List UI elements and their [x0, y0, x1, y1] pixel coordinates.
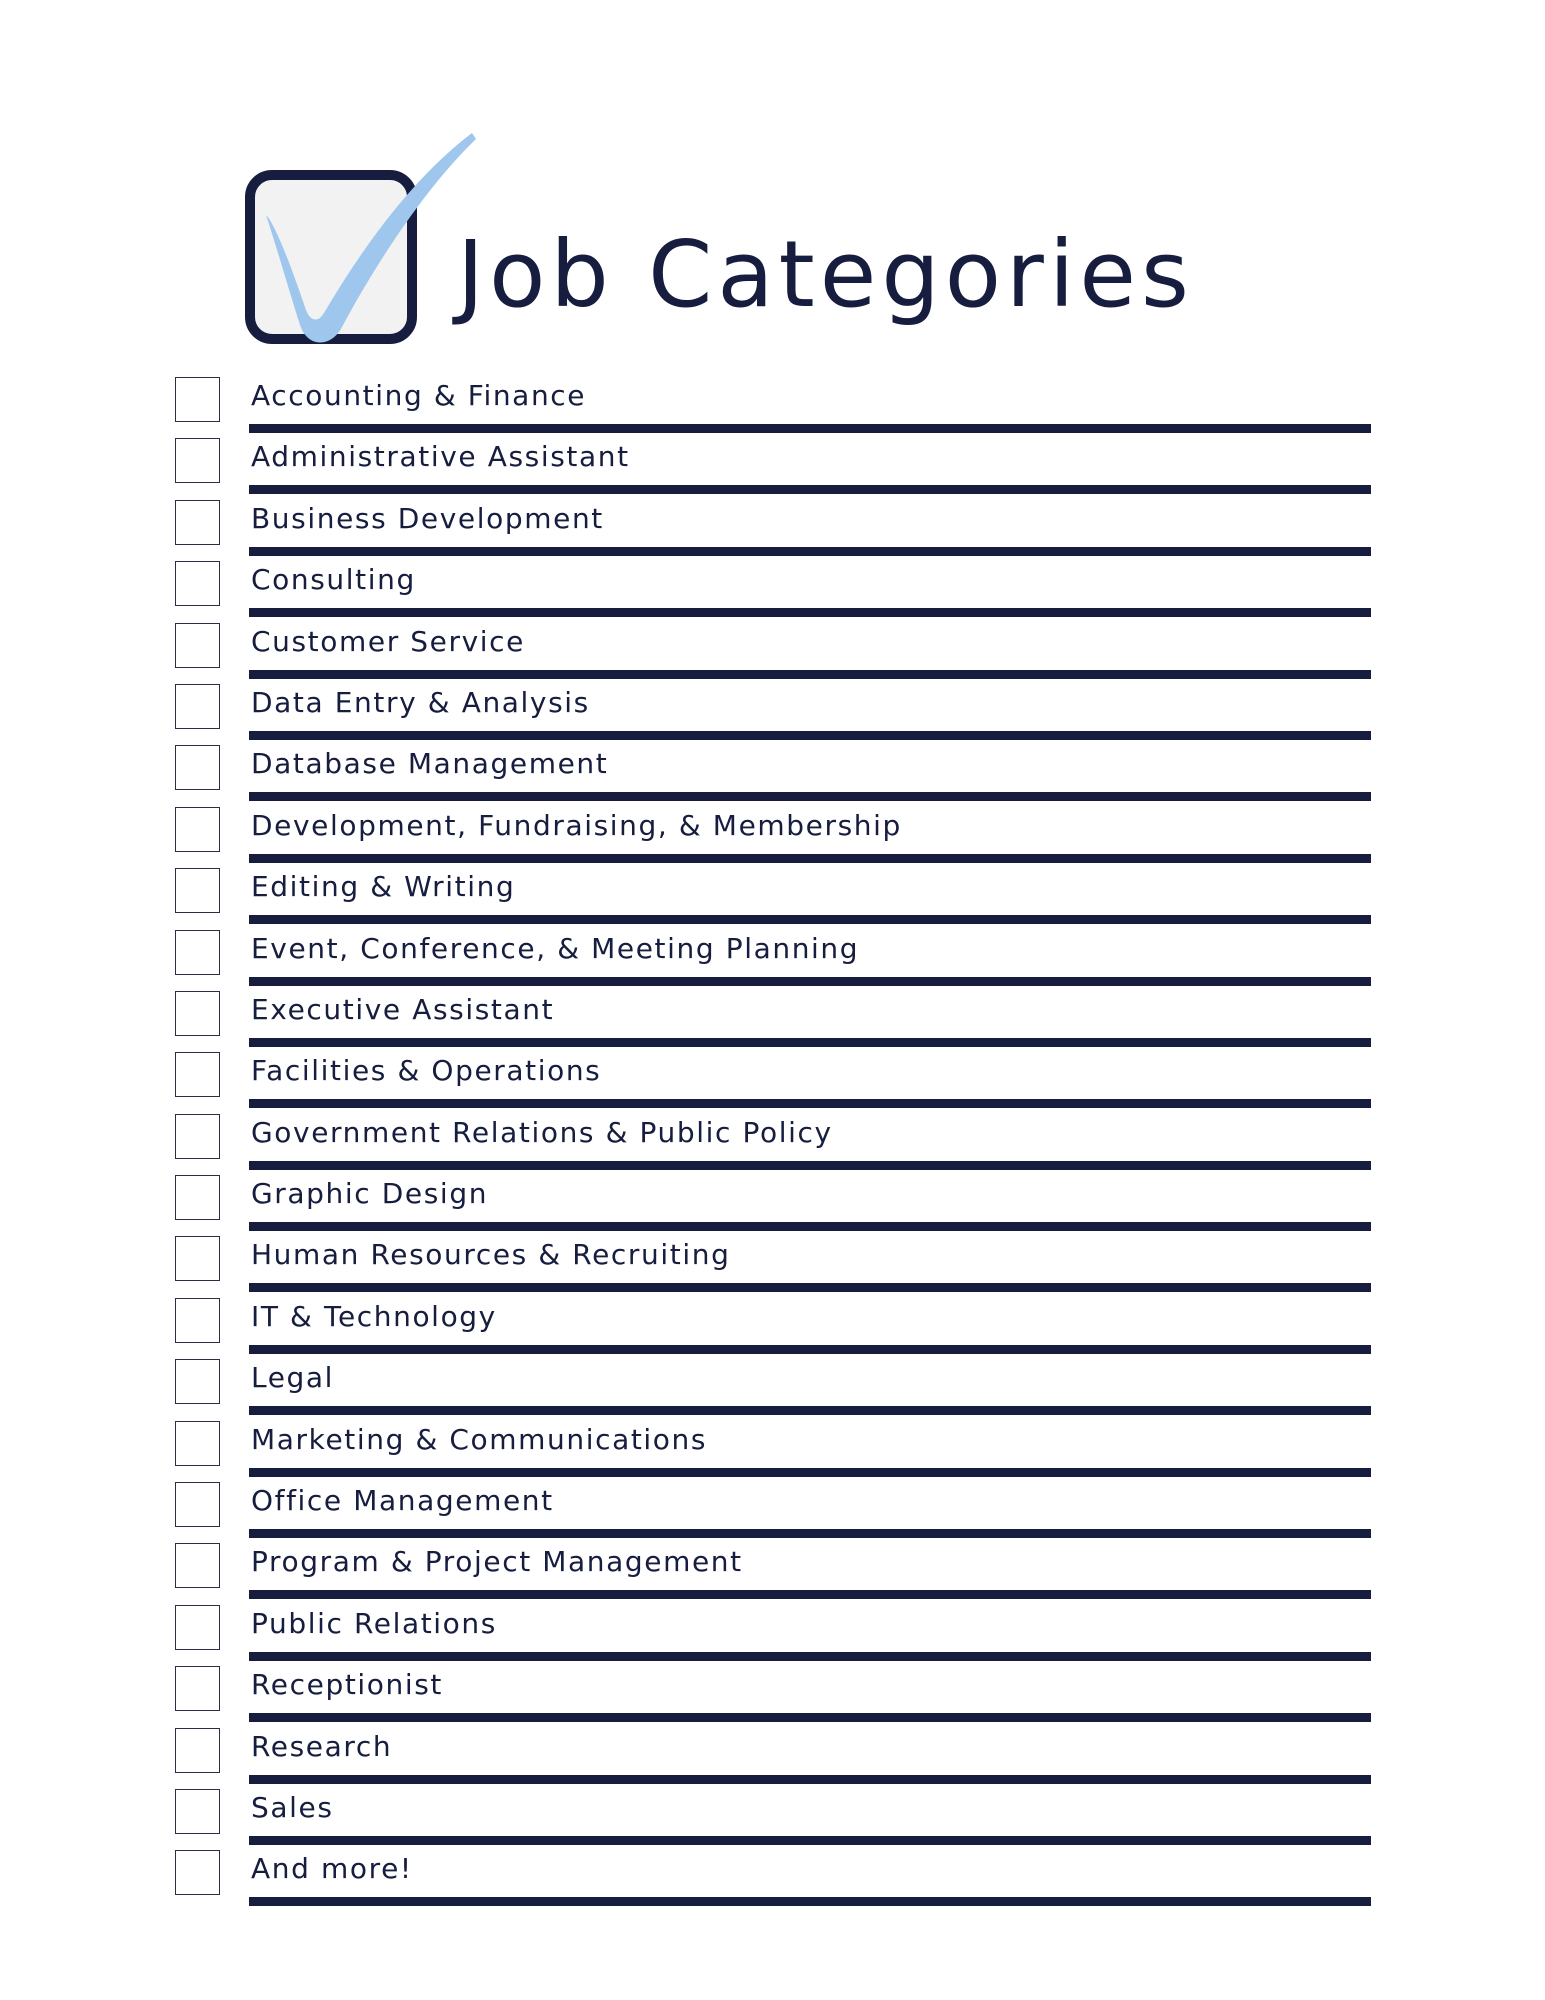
- category-checkbox[interactable]: [175, 930, 220, 975]
- list-item: [170, 680, 1380, 741]
- category-checkbox[interactable]: [175, 1298, 220, 1343]
- category-label: Office Management: [251, 1484, 554, 1518]
- page-title: Job Categories: [457, 221, 1194, 328]
- category-label: Sales: [251, 1790, 334, 1824]
- writing-line: [249, 731, 1371, 740]
- category-label: Government Relations & Public Policy: [251, 1115, 833, 1149]
- category-label: Data Entry & Analysis: [251, 685, 590, 719]
- category-label: Editing & Writing: [251, 870, 516, 904]
- category-label: Consulting: [251, 563, 416, 597]
- writing-line: [249, 792, 1371, 801]
- list-item: [170, 1478, 1380, 1539]
- writing-line: [249, 608, 1371, 617]
- category-label: Event, Conference, & Meeting Planning: [251, 931, 860, 965]
- list-item: [170, 803, 1380, 864]
- category-checkbox[interactable]: [175, 1543, 220, 1588]
- job-category-list: [170, 373, 1380, 1908]
- list-item: [170, 1724, 1380, 1785]
- writing-line: [249, 424, 1371, 433]
- category-label: Database Management: [251, 747, 609, 781]
- category-checkbox[interactable]: [175, 1850, 220, 1895]
- category-checkbox[interactable]: [175, 1728, 220, 1773]
- category-checkbox[interactable]: [175, 1605, 220, 1650]
- category-label: Customer Service: [251, 624, 525, 658]
- list-item: [170, 987, 1380, 1048]
- list-item: [170, 1539, 1380, 1600]
- writing-line: [249, 1713, 1371, 1722]
- category-label: Program & Project Management: [251, 1545, 743, 1579]
- writing-line: [249, 1836, 1371, 1845]
- category-checkbox[interactable]: [175, 1359, 220, 1404]
- category-checkbox[interactable]: [175, 1789, 220, 1834]
- category-checkbox[interactable]: [175, 868, 220, 913]
- list-item: [170, 926, 1380, 987]
- writing-line: [249, 915, 1371, 924]
- list-item: [170, 434, 1380, 495]
- list-item: [170, 1294, 1380, 1355]
- list-item: [170, 1110, 1380, 1171]
- writing-line: [249, 1406, 1371, 1415]
- category-checkbox[interactable]: [175, 745, 220, 790]
- category-checkbox[interactable]: [175, 1666, 220, 1711]
- writing-line: [249, 1590, 1371, 1599]
- writing-line: [249, 1897, 1371, 1906]
- list-item: [170, 1232, 1380, 1293]
- category-label: Legal: [251, 1361, 335, 1395]
- writing-line: [249, 1529, 1371, 1538]
- category-label: And more!: [251, 1852, 413, 1886]
- category-label: Human Resources & Recruiting: [251, 1238, 731, 1272]
- writing-line: [249, 1161, 1371, 1170]
- category-label: Public Relations: [251, 1606, 497, 1640]
- writing-line: [249, 1345, 1371, 1354]
- list-item: [170, 1048, 1380, 1109]
- category-checkbox[interactable]: [175, 1482, 220, 1527]
- writing-line: [249, 977, 1371, 986]
- writing-line: [249, 1652, 1371, 1661]
- category-checkbox[interactable]: [175, 561, 220, 606]
- checkbox-checkmark-icon: [244, 127, 480, 349]
- list-item: [170, 619, 1380, 680]
- list-item: [170, 741, 1380, 802]
- list-item: [170, 496, 1380, 557]
- list-item: [170, 1417, 1380, 1478]
- category-checkbox[interactable]: [175, 500, 220, 545]
- writing-line: [249, 485, 1371, 494]
- category-checkbox[interactable]: [175, 684, 220, 729]
- list-item: [170, 1355, 1380, 1416]
- category-label: Business Development: [251, 501, 604, 535]
- writing-line: [249, 1038, 1371, 1047]
- category-checkbox[interactable]: [175, 1236, 220, 1281]
- category-checkbox[interactable]: [175, 623, 220, 668]
- category-label: Research: [251, 1729, 393, 1763]
- writing-line: [249, 670, 1371, 679]
- category-label: Administrative Assistant: [251, 440, 630, 474]
- category-label: Accounting & Finance: [251, 379, 587, 412]
- category-checkbox[interactable]: [175, 1175, 220, 1220]
- category-label: Marketing & Communications: [251, 1422, 708, 1456]
- writing-line: [249, 1222, 1371, 1231]
- list-item: [170, 1171, 1380, 1232]
- list-item: [170, 1846, 1380, 1907]
- writing-line: [249, 1775, 1371, 1784]
- category-checkbox[interactable]: [175, 438, 220, 483]
- category-checkbox[interactable]: [175, 1114, 220, 1159]
- category-label: IT & Technology: [251, 1299, 497, 1333]
- writing-line: [249, 1099, 1371, 1108]
- category-label: Graphic Design: [251, 1177, 489, 1211]
- writing-line: [249, 1283, 1371, 1292]
- category-label: Facilities & Operations: [251, 1054, 602, 1088]
- category-checkbox[interactable]: [175, 1052, 220, 1097]
- list-item: [170, 373, 1380, 434]
- list-item: [170, 1785, 1380, 1846]
- list-item: [170, 864, 1380, 925]
- category-label: Executive Assistant: [251, 992, 555, 1026]
- writing-line: [249, 1468, 1371, 1477]
- writing-line: [249, 547, 1371, 556]
- category-checkbox[interactable]: [175, 807, 220, 852]
- category-label: Receptionist: [251, 1668, 443, 1702]
- category-checkbox[interactable]: [175, 1421, 220, 1466]
- category-checkbox[interactable]: [175, 991, 220, 1036]
- category-checkbox[interactable]: [175, 377, 220, 422]
- list-item: [170, 1601, 1380, 1662]
- list-item: [170, 557, 1380, 618]
- list-item: [170, 1662, 1380, 1723]
- category-label: Development, Fundraising, & Membership: [251, 808, 902, 842]
- writing-line: [249, 854, 1371, 863]
